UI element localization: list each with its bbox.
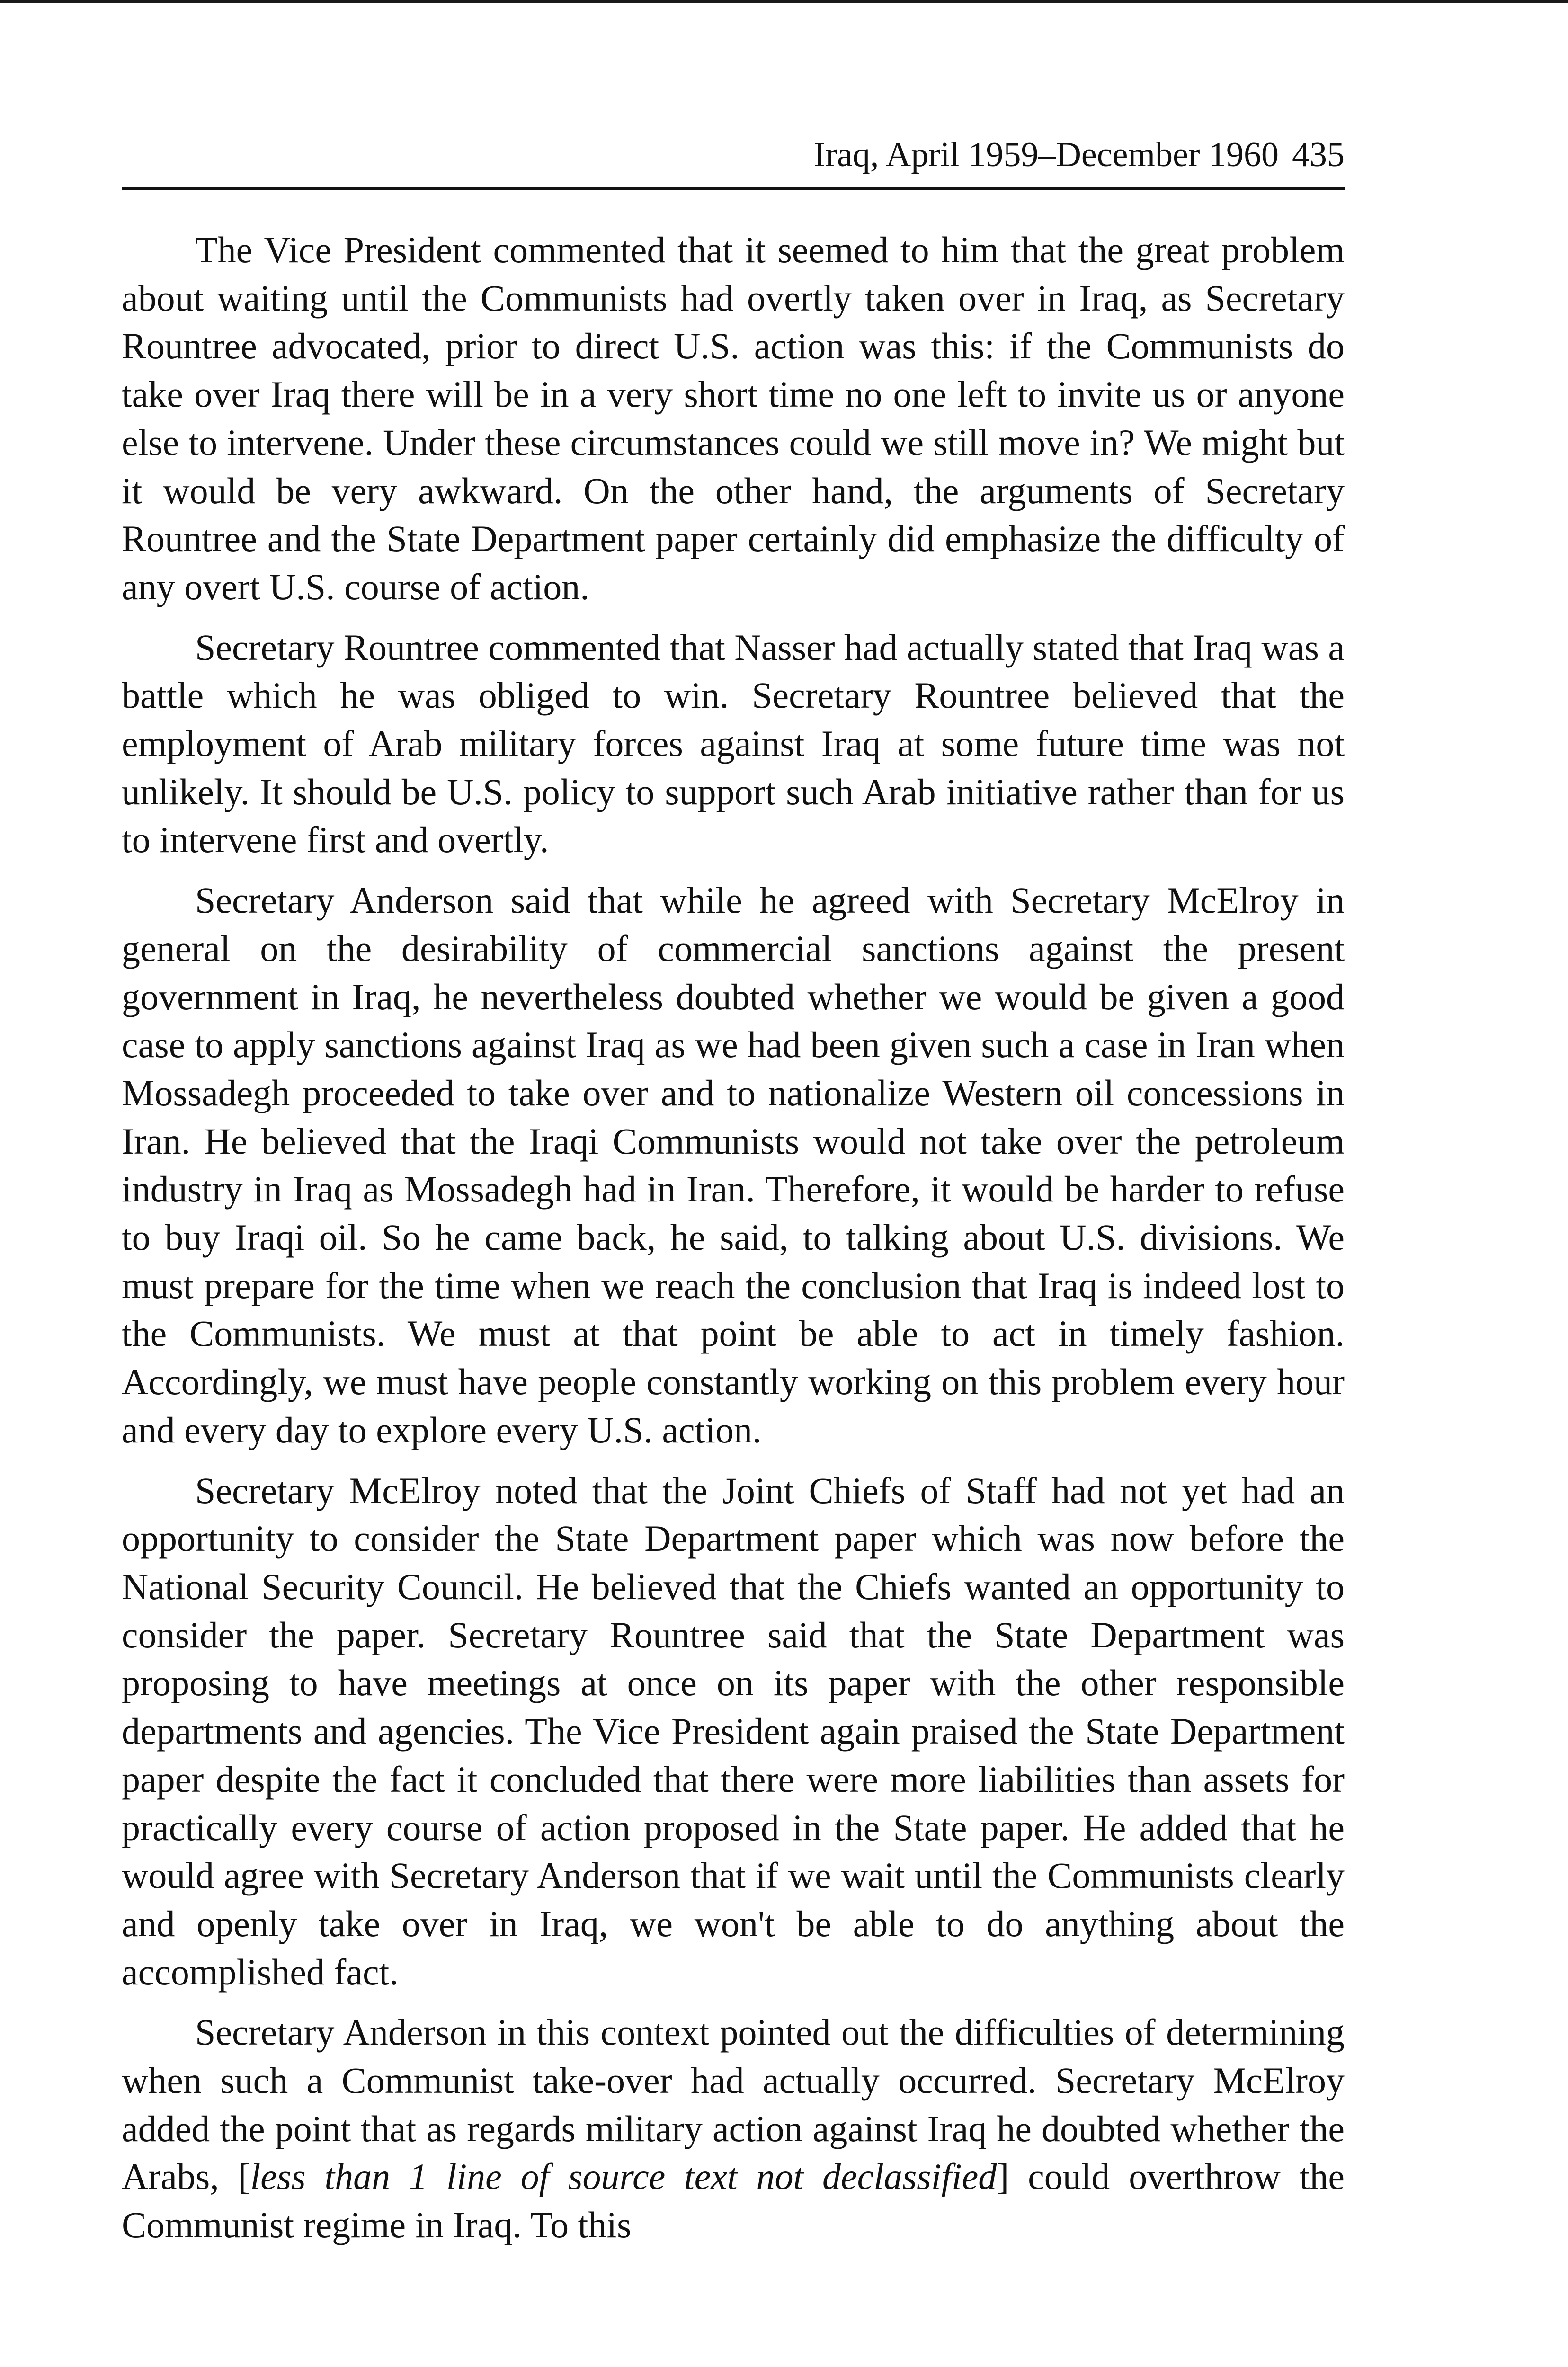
paragraph-anderson-sanctions: Secretary Anderson said that while he agreed with Secretary McElroy in general on the desirability of commercial sanctions against the present government in Iraq, he nevertheless doubted whether we would be given a good case to apply sanctions against Iraq as we had been given such a case in Iran when Mossadegh proceeded to take over and to nationalize Western oil concessions in Iran. He believed that the Iraqi Communists would not take over the petroleum industry in Iraq as Mossadegh had in Iran. Therefore, it would be harder to refuse to buy Iraqi oil. So he came back, he said, to talking about U.S. divisions. We must prepare for the time when we reach the conclusion that Iraq is indeed lost to the Communists. We must at that point be able to act in timely fashion. Accordingly, we must have people constantly working on this problem every hour and every day to explore every U.S. action. bbox=[122, 880, 1345, 1450]
paragraph-mcelroy-joint-chiefs: Secretary McElroy noted that the Joint Chiefs of Staff had not yet had an opportunity to consider the State Department paper which was now before the National Security Council. He believed that the Chiefs wanted an opportunity to consider the paper. Secretary Rountree said that the State Department was proposing to have meetings at once on its paper with the other responsible departments and agencies. The Vice President again praised the State Department paper despite the fact it concluded that there were more liabilities than assets for practically every course of action proposed in the State paper. He added that he would agree with Secretary Anderson that if we wait until the Communists clearly and openly take over in Iraq, we won't be able to do anything about the accomplished fact. bbox=[122, 1469, 1345, 1993]
header-rule bbox=[122, 187, 1345, 190]
paragraph-vice-president: The Vice President commented that it seemed to him that the great problem about waiting until the Communists had overtly taken over in Iraq, as Secretary Rountree advocated, prior to direct U.S. action was this: if the Communists do take over Iraq there will be in a very short time no one left to invite us or anyone else to intervene. Under these circumstances could we still move in? We might but it would be very awkward. On the other hand, the arguments of Secretary Rountree and the State Department paper certainly did emphasize the difficulty of any overt U.S. course of action. bbox=[122, 229, 1345, 607]
paragraph-rountree-nasser: Secretary Rountree commented that Nasser had actually stated that Iraq was a battle which he was obliged to win. Secretary Rountree believed that the employment of Arab military forces against Iraq at some future time was not unlikely. It should be U.S. policy to support such Arab initiative rather than for us to intervene first and overtly. bbox=[122, 626, 1345, 861]
running-head bbox=[122, 137, 1345, 180]
paragraph-text-before: Secretary Anderson in this context pointed out the difficulties of determining when such a Communist take-over had actually occurred. Secretary McElroy added the point that as regards military action against Iraq he doubted whether the Arabs, [ bbox=[122, 2011, 1345, 2198]
page-number: 435 bbox=[1292, 135, 1345, 174]
redaction-note: less than 1 line of source text not declassified bbox=[250, 2156, 997, 2198]
running-head-title: Iraq, April 1959–December 1960 bbox=[813, 135, 1279, 174]
body-text bbox=[122, 226, 1345, 2249]
scan-top-border bbox=[0, 0, 1568, 3]
document-page bbox=[122, 137, 1345, 2261]
paragraph-text-after: ] could overthrow the Communist regime in Iraq. To this bbox=[122, 2156, 1345, 2246]
paragraph-anderson-takeover bbox=[122, 2008, 1345, 2249]
